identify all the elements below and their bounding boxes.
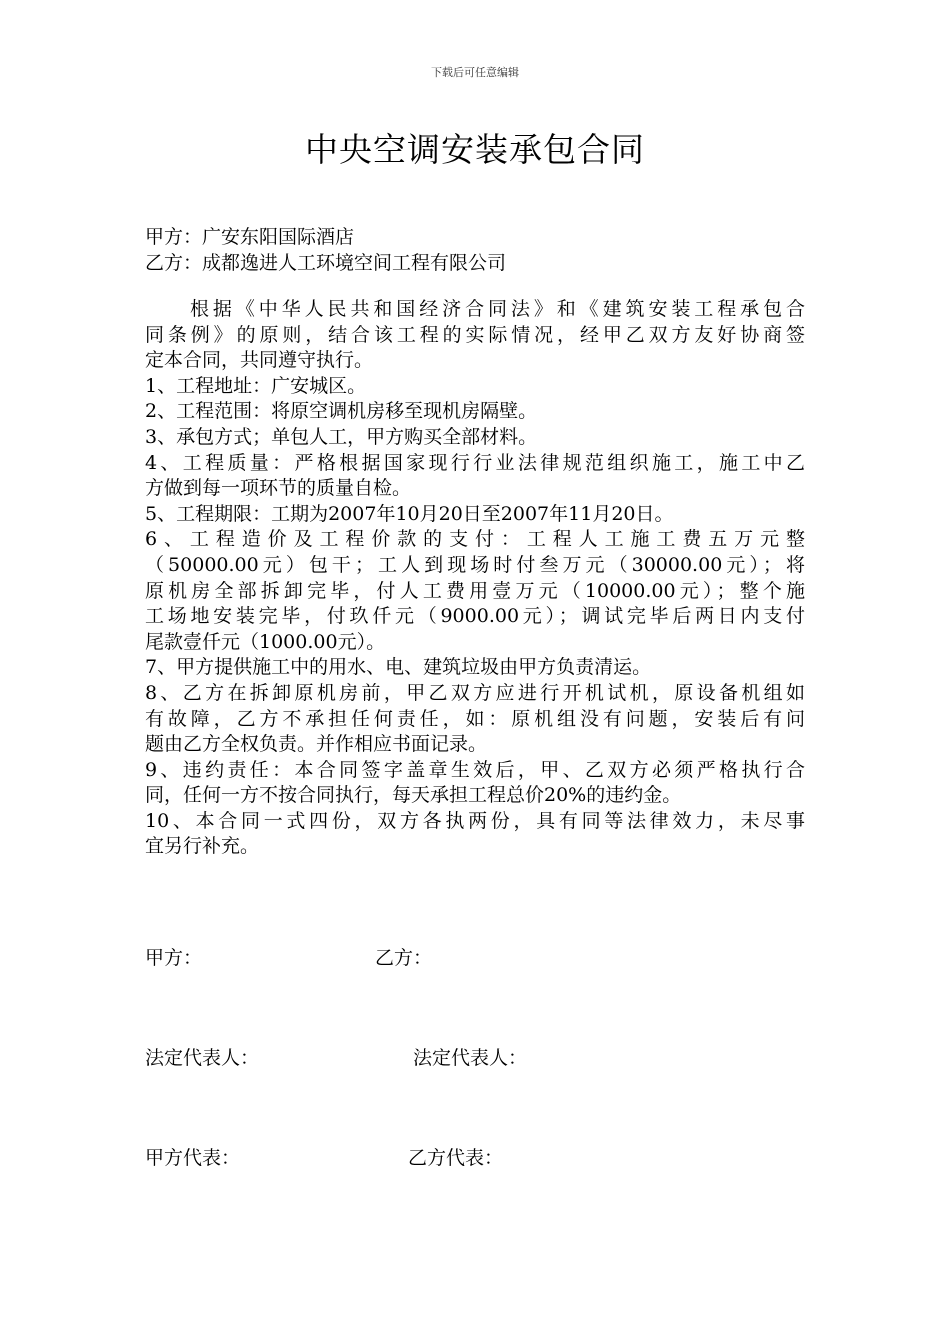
clause-6-line: 原机房全部拆卸完毕，付人工费用壹万元（10000.00元）；整个施 — [145, 579, 805, 602]
clause-10-line: 10、本合同一式四份，双方各执两份，具有同等法律效力，未尽事 — [145, 809, 805, 832]
header-note: 下载后可任意编辑 — [431, 66, 519, 79]
contract-body — [145, 297, 805, 860]
clause-6-line: 工场地安装完毕，付玖仟元（9000.00元）；调试完毕后两日内支付 — [145, 605, 805, 628]
clause-4-line: 4、工程质量：严格根据国家现行行业法律规范组织施工，施工中乙 — [145, 451, 805, 474]
signature-legal-rep-row — [145, 1045, 805, 1075]
intro-line: 定本合同，共同遵守执行。 — [145, 349, 374, 372]
clause-9-line: 同，任何一方不按合同执行，每天承担工程总价20%的违约金。 — [145, 784, 682, 807]
clause-5-line: 5、工程期限：工期为2007年10月20日至2007年11月20日。 — [145, 502, 674, 525]
party-a-name: 甲方：广安东阳国际酒店 — [145, 226, 355, 248]
clause-2-line: 2、工程范围：将原空调机房移至现机房隔壁。 — [145, 400, 538, 423]
page-title: 中央空调安装承包合同 — [305, 130, 645, 169]
party-b-name: 乙方：成都逸进人工环境空间工程有限公司 — [145, 251, 507, 274]
signature-party-row — [145, 945, 805, 975]
intro-line: 根据《中华人民共和国经济合同法》和《建筑安装工程承包合 — [190, 298, 805, 320]
clause-10-line: 宜另行补充。 — [145, 835, 260, 858]
clause-3-line: 3、承包方式；单包人工，甲方购买全部材料。 — [145, 425, 538, 448]
intro-line: 同条例》的原则，结合该工程的实际情况，经甲乙双方友好协商签 — [145, 323, 805, 346]
party-b-legal-rep-label: 法定代表人： — [413, 1047, 528, 1069]
party-a-legal-rep-label: 法定代表人： — [145, 1047, 260, 1069]
clause-6-line: 6、工程造价及工程价款的支付：工程人工施工费五万元整 — [145, 528, 805, 551]
clause-9-line: 9、违约责任：本合同签字盖章生效后，甲、乙双方必须严格执行合 — [145, 758, 805, 781]
clause-6-line: 尾款壹仟元（1000.00元）。 — [145, 630, 386, 653]
parties-block — [145, 225, 805, 276]
party-b-rep-label: 乙方代表： — [408, 1147, 504, 1169]
clause-8-line: 题由乙方全权负责。并作相应书面记录。 — [145, 733, 488, 756]
clause-4-line: 方做到每一项环节的质量自检。 — [145, 477, 412, 500]
party-a-signature-label: 甲方： — [145, 947, 203, 969]
clause-8-line: 8、乙方在拆卸原机房前，甲乙双方应进行开机试机，原设备机组如 — [145, 681, 805, 704]
signature-rep-row — [145, 1145, 805, 1175]
clause-7-line: 7、甲方提供施工中的用水、电、建筑垃圾由甲方负责清运。 — [145, 656, 652, 679]
clause-6-line: （50000.00元）包干；工人到现场时付叁万元（30000.00元）；将 — [145, 553, 805, 576]
clause-8-line: 有故障，乙方不承担任何责任，如：原机组没有问题，安装后有问 — [145, 707, 805, 730]
party-a-rep-label: 甲方代表： — [145, 1147, 241, 1169]
party-b-signature-label: 乙方： — [375, 947, 433, 969]
clause-1-line: 1、工程地址：广安城区。 — [145, 374, 367, 397]
